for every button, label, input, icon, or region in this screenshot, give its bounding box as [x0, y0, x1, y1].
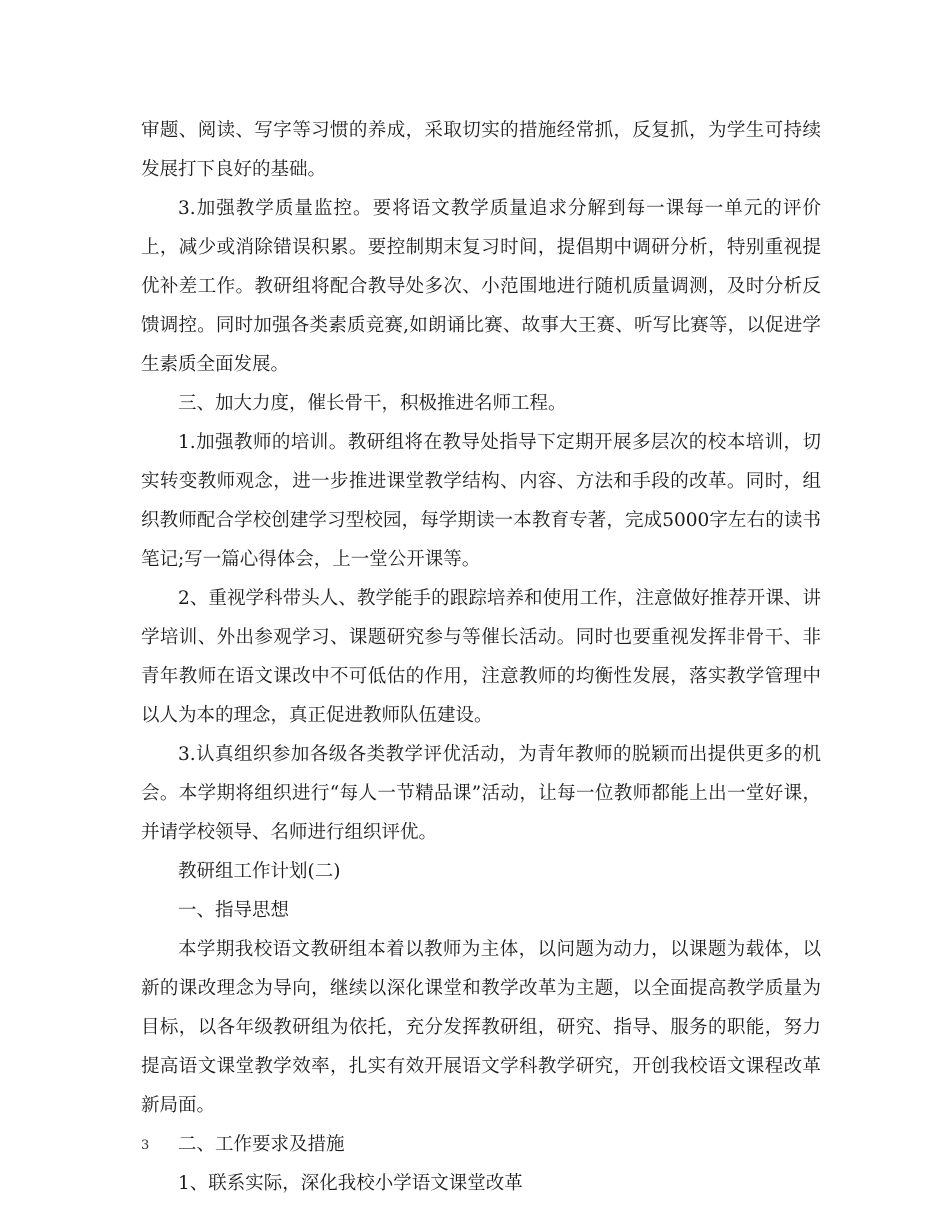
page-number: 3 [141, 1138, 150, 1153]
document-body [141, 111, 821, 1203]
paragraph: 3.加强教学质量监控。要将语文教学质量追求分解到每一课每一单元的评价上，减少或消除错误积累。要控制期末复习时间，提倡期中调研分析，特别重视提优补差工作。教研组将配合教导处多次、小范围地进行随机质量调测，及时分析反馈调控。同时加强各类素质竞赛,如朗诵比赛、故事大王赛、听写比赛等，以促进学生素质全面发展。 [141, 198, 821, 375]
section-heading: 一、指导思想 [178, 900, 290, 921]
paragraph: 本学期我校语文教研组本着以教师为主体，以问题为动力，以课题为载体，以新的课改理念为导向，继续以深化课堂和教学改革为主题，以全面提高教学质量为目标，以各年级教研组为依托，充分发挥教研组，研究、指导、服务的职能，努力提高语文课堂教学效率，扎实有效开展语文学科教学研究，开创我校语文课程改革新局面。 [141, 939, 821, 1116]
paragraph: 3.认真组织参加各级各类教学评优活动，为青年教师的脱颖而出提供更多的机会。本学期将组织进行“每人一节精品课”活动，让每一位教师都能上出一堂好课，并请学校领导、名师进行组织评优。 [141, 744, 821, 843]
paragraph: 1.加强教师的培训。教研组将在教导处指导下定期开展多层次的校本培训，切实转变教师观念，进一步推进课堂教学结构、内容、方法和手段的改革。同时，组织教师配合学校创建学习型校园，每学期读一本教育专著，完成5000字左右的读书笔记;写一篇心得体会，上一堂公开课等。 [141, 432, 821, 570]
section-heading: 三、加大力度，催长骨干，积极推进名师工程。 [178, 393, 567, 414]
section-heading: 二、工作要求及措施 [178, 1134, 345, 1155]
document-subtitle: 教研组工作计划(二) [178, 861, 341, 882]
paragraph: 1、联系实际，深化我校小学语文课堂改革 [178, 1173, 523, 1194]
paragraph: 2、重视学科带头人、教学能手的跟踪培养和使用工作，注意做好推荐开课、讲学培训、外出参观学习、课题研究参与等催长活动。同时也要重视发挥非骨干、非青年教师在语文课改中不可低估的作用，注意教师的均衡性发展，落实教学管理中以人为本的理念，真正促进教师队伍建设。 [141, 588, 821, 726]
paragraph: 审题、阅读、写字等习惯的养成，采取切实的措施经常抓，反复抓，为学生可持续发展打下良好的基础。 [141, 120, 821, 180]
